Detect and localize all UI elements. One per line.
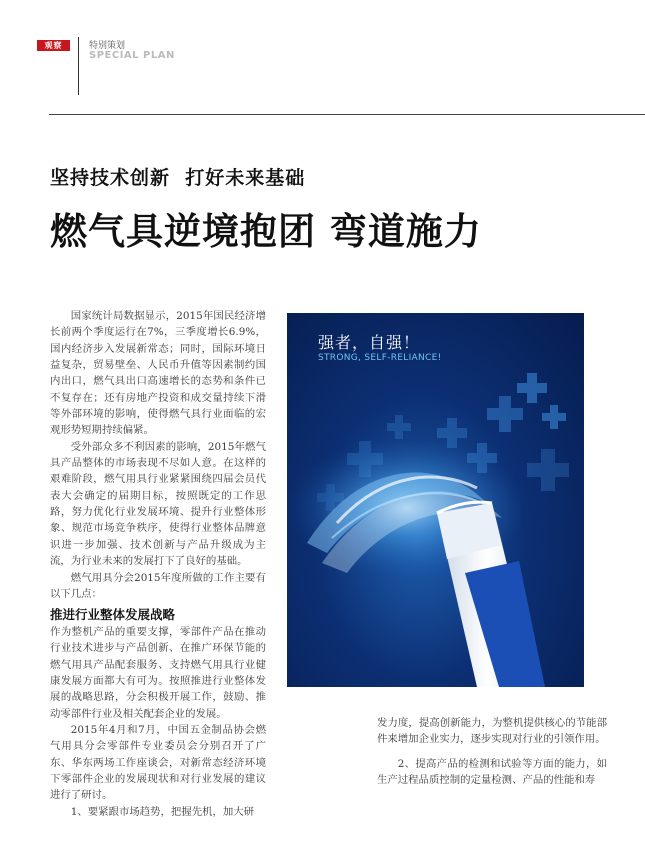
paragraph: 燃气用具分会2015年度所做的工作主要有以下几点： <box>50 571 266 600</box>
paragraph: 作为整机产品的重要支撑，零部件产品在推动行业技术进步与产品创新、在推广环保节能的燃气用具产品配套服务、支持燃气用具行业健康发展方面都大有可为。按照推进行业整体发展的战略思路，分会积极开展工作，鼓励、推动零部件行业及相关配套企业的发展。 <box>50 626 266 720</box>
article-column-1-continued <box>50 624 266 820</box>
ad-slogan-cn: 强者，自强！ <box>318 333 421 352</box>
article-column-1 <box>50 308 266 602</box>
paragraph: 发力度，提高创新能力，为整机提供核心的节能部件来增加企业实力，逐步实现对行业的引领作用。 <box>377 717 607 746</box>
section-label-en: SPECIAL PLAN <box>89 50 175 61</box>
advertisement-image <box>287 313 584 687</box>
paragraph: 2015年4月和7月，中国五金制品协会燃气用具分会零部件专业委员会分别召开了广东、华东两场工作座谈会，对新常态经济环境下零部件企业的发展现状和对行业发展的建议进行了研讨。 <box>50 724 266 802</box>
paragraph: 受外部众多不利因素的影响，2015年燃气具产品整体的市场表现不尽如人意。在这样的艰难阶段，燃气用具行业紧紧围绕四届会员代表大会确定的届期目标，按照既定的工作思路，努力优化行业发展环境、提升行业整体形象、规范市场竞争秩序，使得行业整体品牌意识进一步加强、技术创新与产品升级成为主流，为行业未来的发展打下了良好的基础。 <box>50 440 266 568</box>
ad-artwork <box>287 313 584 687</box>
section-label-cn: 特别策划 <box>89 41 126 51</box>
header-rule <box>49 114 645 115</box>
paragraph: 1、要紧跟市场趋势，把握先机，加大研 <box>70 805 255 818</box>
paragraph: 2、提高产品的检测和试验等方面的能力，如生产过程品质控制的定量检测、产品的性能和寿 <box>377 757 607 787</box>
article-subtitle: 坚持技术创新 打好未来基础 <box>50 167 306 189</box>
paragraph: 国家统计局数据显示，2015年国民经济增长前两个季度运行在7%，三季度增长6.9%，国内经济步入发展新常态；同时，国际环境日益复杂，贸易壁垒、人民币升值等因素制约国内出口，燃气具出口高速增长的态势和条件已不复存在；还有房地产投资和成交量持续下滑等外部环境的影响，使得燃气具行业面临的宏观形势短期持续偏紧。 <box>50 310 266 437</box>
ad-slogan-en: STRONG, SELF-RELIANCE! <box>318 353 442 363</box>
article-title: 燃气具逆境抱团 弯道施力 <box>50 210 482 253</box>
article-column-2 <box>377 715 607 788</box>
header-divider <box>78 37 79 95</box>
section-heading: 推进行业整体发展战略 <box>50 607 176 622</box>
product-lighter <box>437 502 545 687</box>
section-badge: 观察 <box>37 40 70 51</box>
